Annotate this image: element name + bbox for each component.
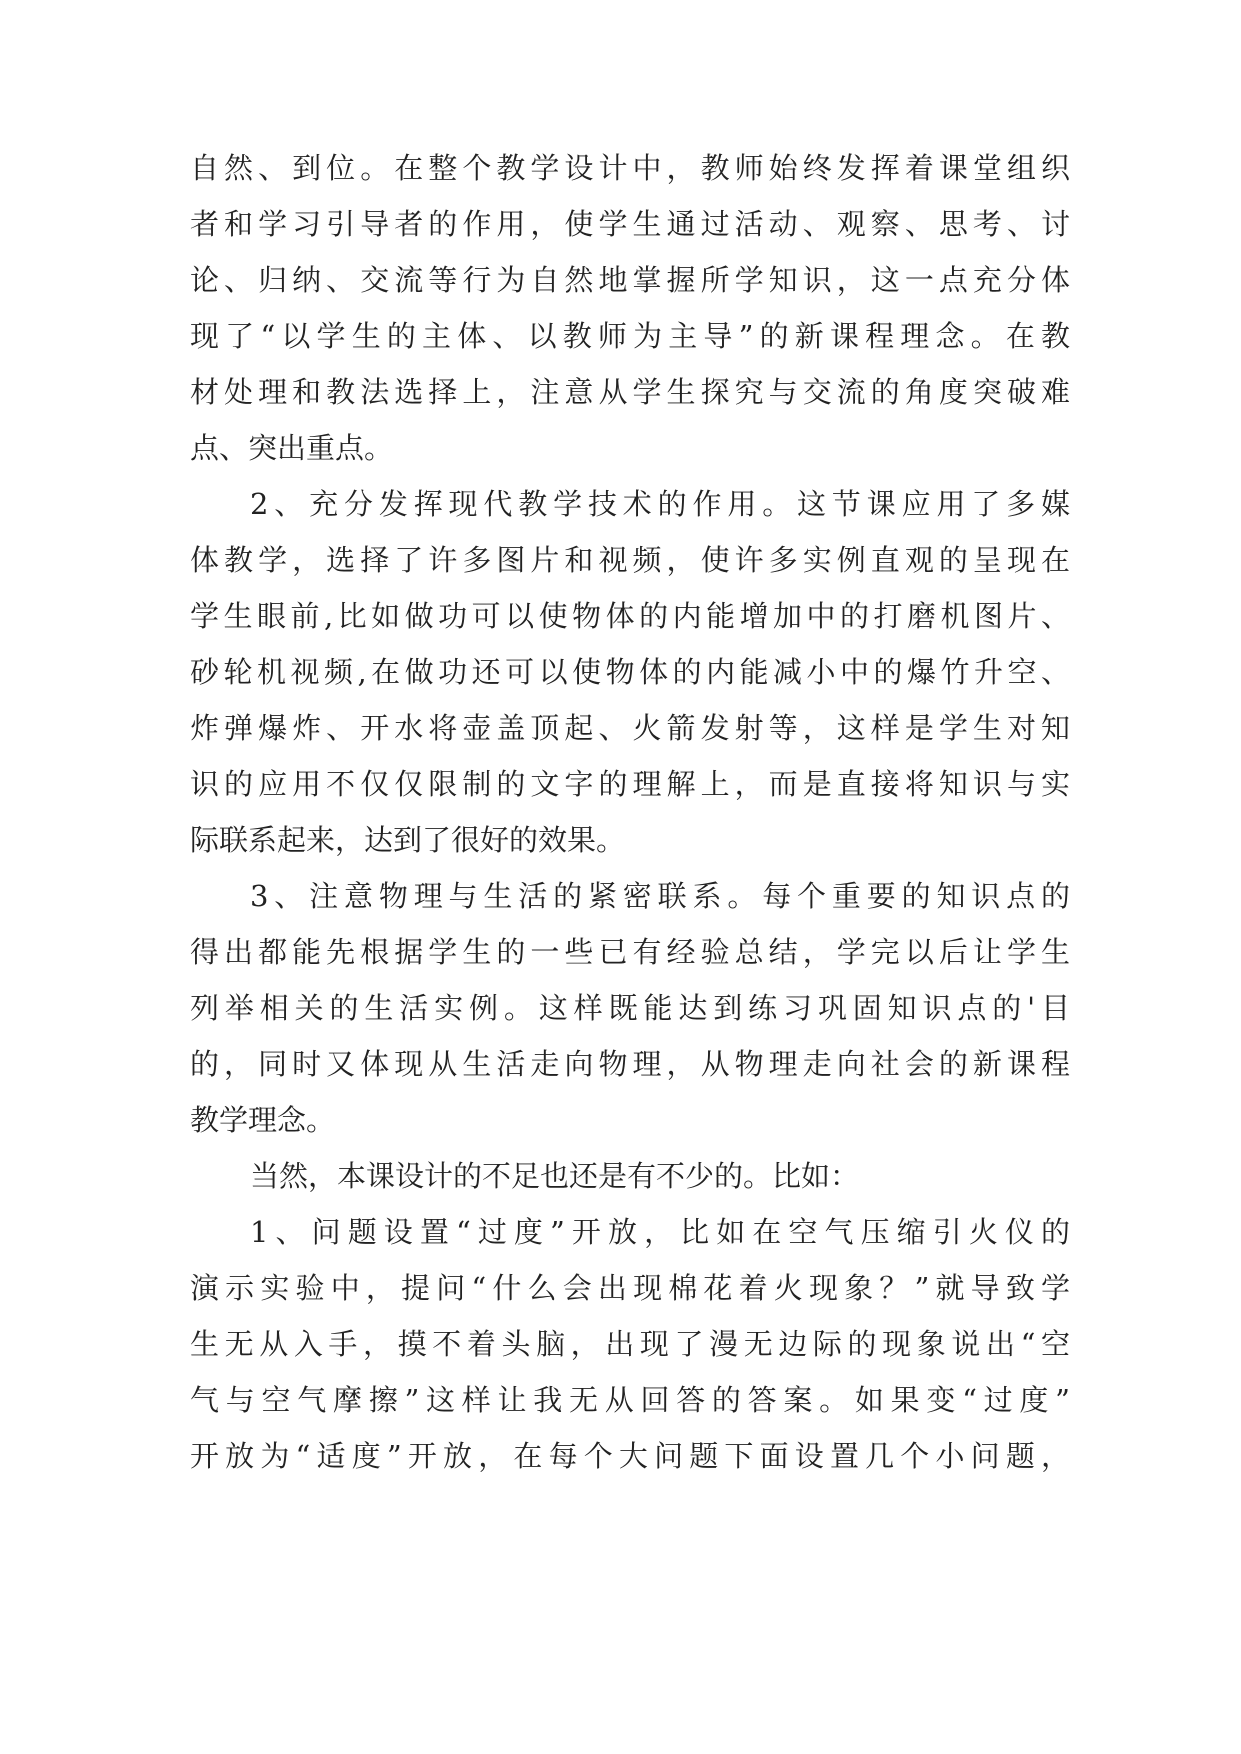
text-line: 自然、到位。在整个教学设计中，教师始终发挥着课堂组织	[190, 151, 1070, 185]
text-line: 教学理念。	[190, 1103, 336, 1137]
text-line: 开放为“适度”开放，在每个大问题下面设置几个小问题，	[190, 1439, 1070, 1473]
text-line: 材处理和教法选择上，注意从学生探究与交流的角度突破难	[190, 375, 1070, 409]
text-line: 砂轮机视频,在做功还可以使物体的内能减小中的爆竹升空、	[190, 655, 1070, 689]
text-line: 者和学习引导者的作用，使学生通过活动、观察、思考、讨	[190, 207, 1070, 241]
text-line: 气与空气摩擦”这样让我无从回答的答案。如果变“过度”	[190, 1383, 1070, 1417]
text-line: 识的应用不仅仅限制的文字的理解上，而是直接将知识与实	[190, 767, 1070, 801]
text-line: 演示实验中，提问“什么会出现棉花着火现象？”就导致学	[190, 1271, 1070, 1305]
paragraph-start-line: 1、问题设置“过度”开放，比如在空气压缩引火仪的	[250, 1215, 1070, 1249]
text-line: 得出都能先根据学生的一些已有经验总结，学完以后让学生	[190, 935, 1070, 969]
text-line: 点、突出重点。	[190, 431, 394, 465]
paragraph-start-line: 3、注意物理与生活的紧密联系。每个重要的知识点的	[250, 879, 1070, 913]
text-line: 现了“以学生的主体、以教师为主导”的新课程理念。在教	[190, 319, 1070, 353]
text-line: 际联系起来，达到了很好的效果。	[190, 823, 626, 857]
text-line: 论、归纳、交流等行为自然地掌握所学知识，这一点充分体	[190, 263, 1070, 297]
text-line: 炸弹爆炸、开水将壶盖顶起、火箭发射等，这样是学生对知	[190, 711, 1070, 745]
text-line: 体教学，选择了许多图片和视频，使许多实例直观的呈现在	[190, 543, 1070, 577]
text-line: 生无从入手，摸不着头脑，出现了漫无边际的现象说出“空	[190, 1327, 1070, 1361]
paragraph-start-line: 2、充分发挥现代教学技术的作用。这节课应用了多媒	[250, 487, 1070, 521]
text-line: 列举相关的生活实例。这样既能达到练习巩固知识点的'目	[190, 991, 1070, 1025]
text-line: 学生眼前,比如做功可以使物体的内能增加中的打磨机图片、	[190, 599, 1070, 633]
text-line: 的，同时又体现从生活走向物理，从物理走向社会的新课程	[190, 1047, 1070, 1081]
paragraph-start-line: 当然，本课设计的不足也还是有不少的。比如：	[250, 1159, 860, 1193]
